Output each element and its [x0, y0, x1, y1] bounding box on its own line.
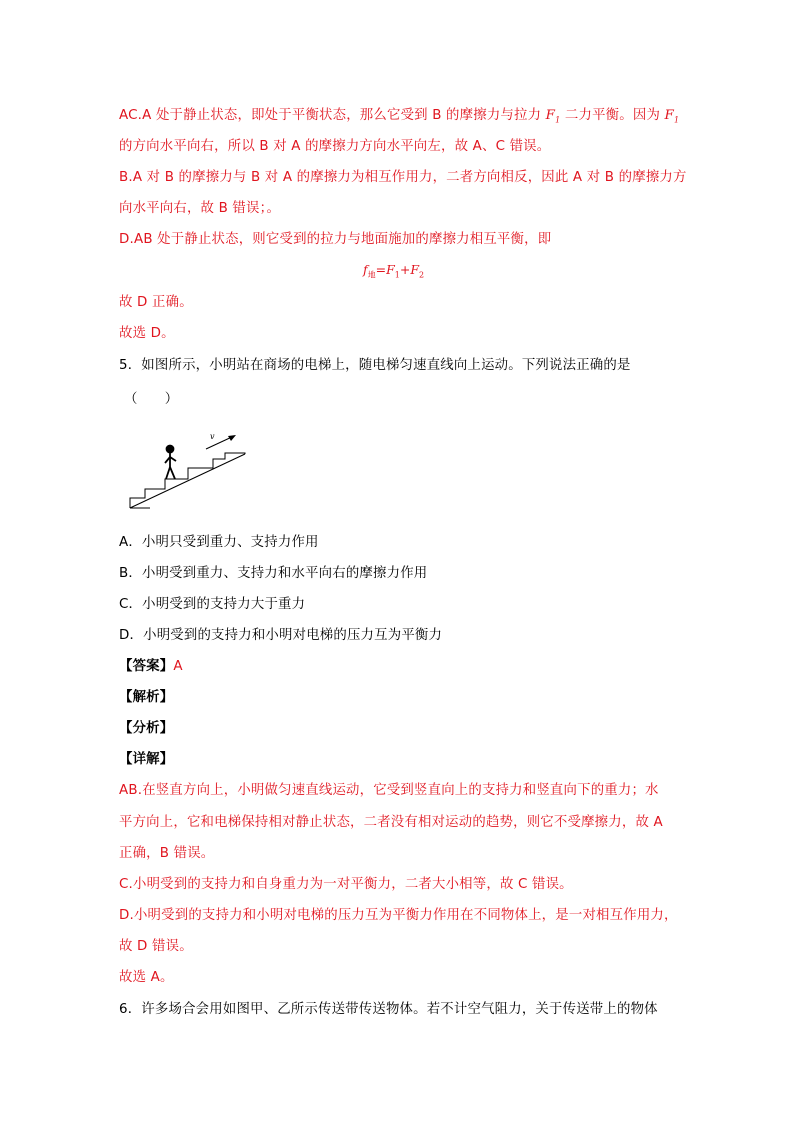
- question5-ab-line3: 正确，B 错误。: [119, 846, 215, 861]
- prev-analysis-ac-line1: AC.A 处于静止状态，即处于平衡状态，那么它受到 B 的摩擦力与拉力 $F_1$ 二力平衡。因为 $F_1$: [119, 108, 680, 125]
- question5-stem: 5．如图所示，小明站在商场的电梯上，随电梯匀速直线向上运动。下列说法正确的是: [119, 358, 631, 373]
- prev-analysis-b-line2: 向水平向右，故 B 错误；。: [119, 201, 281, 216]
- velocity-label: v: [210, 432, 215, 441]
- friction-formula: $f_地=F_1+F_2$: [363, 262, 425, 280]
- question5-ab-line2: 平方向上，它和电梯保持相对静止状态，二者没有相对运动的趋势，则它不受摩擦力，故 A: [119, 815, 663, 830]
- question5-option-a: A．小明只受到重力、支持力作用: [119, 535, 319, 550]
- question5-xiangjie-label: 【详解】: [119, 752, 174, 767]
- question5-option-b: B．小明受到重力、支持力和水平向右的摩擦力作用: [119, 566, 428, 581]
- question5-c-line: C.小明受到的支持力和自身重力为一对平衡力，二者大小相等，故 C 错误。: [119, 877, 573, 892]
- prev-analysis-b-line1: B.A 对 B 的摩擦力与 B 对 A 的摩擦力为相互作用力，二者方向相反，因此 A 对 B 的摩擦力方: [119, 170, 687, 185]
- question5-paren: （ ）: [124, 392, 179, 407]
- question5-ab-line1: AB.在竖直方向上，小明做匀速直线运动，它受到竖直向上的支持力和竖直向下的重力；水: [119, 783, 659, 798]
- prev-analysis-d-conclusion: 故 D 正确。: [119, 295, 193, 310]
- question5-option-c: C．小明受到的支持力大于重力: [119, 597, 306, 612]
- question6-stem: 6．许多场合会用如图甲、乙所示传送带传送物体。若不计空气阻力，关于传送带上的物体: [119, 1002, 658, 1017]
- prev-analysis-d-line1: D.AB 处于静止状态，则它受到的拉力与地面施加的摩擦力相互平衡，即: [119, 232, 552, 247]
- question5-answer: 【答案】A: [119, 659, 183, 674]
- escalator-figure: [120, 426, 250, 512]
- question5-d-line2: 故 D 错误。: [119, 939, 193, 954]
- stick-figure: [165, 446, 176, 480]
- prev-analysis-ac-line2: 的方向水平向右，所以 B 对 A 的摩擦力方向水平向左，故 A、C 错误。: [119, 139, 551, 154]
- escalator-incline: [130, 454, 245, 508]
- question5-d-line1: D.小明受到的支持力和小明对电梯的压力互为平衡力作用在不同物体上，是一对相互作用力，: [119, 908, 678, 923]
- question5-option-d: D．小明受到的支持力和小明对电梯的压力互为平衡力: [119, 628, 443, 643]
- question5-final: 故选 A。: [119, 970, 174, 985]
- question5-fenxi-label: 【分析】: [119, 721, 174, 736]
- prev-analysis-final: 故选 D。: [119, 326, 175, 341]
- question5-analysis-label: 【解析】: [119, 690, 174, 705]
